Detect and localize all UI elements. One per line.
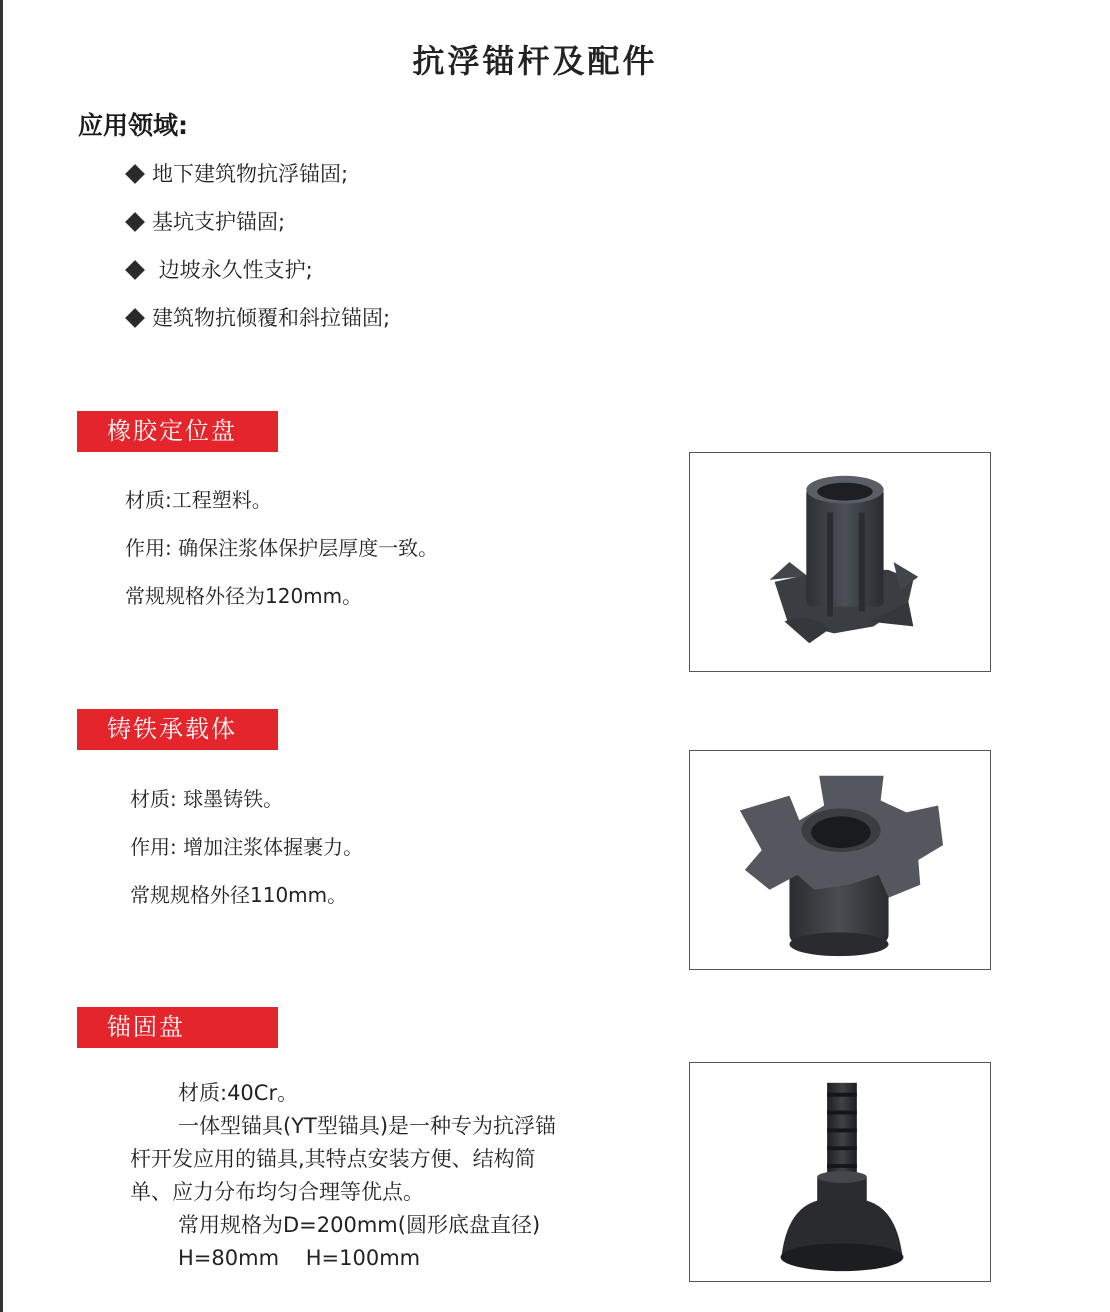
cast-iron-bearing-body-photo xyxy=(689,750,991,970)
application-item-text: 地下建筑物抗浮锚固; xyxy=(152,162,349,186)
anchor-disc-photo xyxy=(689,1062,991,1282)
diamond-bullet-icon xyxy=(125,212,145,232)
application-item xyxy=(125,204,390,252)
section-tag-cast-iron-bearing-body: 铸铁承载体 xyxy=(77,709,278,750)
application-item-text: 边坡永久性支护; xyxy=(152,258,313,282)
page-left-border xyxy=(0,0,3,1312)
rubber-positioning-disc-photo xyxy=(689,452,991,672)
cast-iron-spec: 常规规格外径110mm。 xyxy=(130,883,348,907)
section-tag-anchor-disc: 锚固盘 xyxy=(77,1007,278,1048)
diamond-bullet-icon xyxy=(125,260,145,280)
anchor-disc-material: 材质:40Cr。 xyxy=(178,1081,299,1105)
diamond-bullet-icon xyxy=(125,308,145,328)
applications-heading: 应用领域: xyxy=(78,111,188,140)
anchor-disc-spec: 常用规格为D=200mm(圆形底盘直径) xyxy=(178,1213,541,1237)
application-item xyxy=(125,252,390,300)
application-item-text: 基坑支护锚固; xyxy=(152,210,286,234)
anchor-disc-desc-line: 单、应力分布均匀合理等优点。 xyxy=(130,1180,424,1204)
anchor-disc-desc-line: 一体型锚具(YT型锚具)是一种专为抗浮锚 xyxy=(178,1114,557,1138)
section-tag-rubber-positioning-disc: 橡胶定位盘 xyxy=(77,411,278,452)
page-title: 抗浮锚杆及配件 xyxy=(412,42,658,80)
cast-iron-material: 材质: 球墨铸铁。 xyxy=(130,787,284,811)
anchor-disc-description xyxy=(130,1077,610,1275)
rubber-positioning-disc-image xyxy=(690,453,990,671)
applications-list xyxy=(125,156,390,348)
anchor-disc-image xyxy=(690,1063,990,1281)
application-item xyxy=(125,300,390,348)
cast-iron-bearing-body-image xyxy=(690,751,990,969)
anchor-disc-heights: H=80mm H=100mm xyxy=(178,1246,421,1270)
diamond-bullet-icon xyxy=(125,164,145,184)
rubber-disc-material: 材质:工程塑料。 xyxy=(125,488,272,512)
rubber-disc-function: 作用: 确保注浆体保护层厚度一致。 xyxy=(125,536,439,560)
rubber-disc-spec: 常规规格外径为120mm。 xyxy=(125,584,363,608)
application-item xyxy=(125,156,390,204)
application-item-text: 建筑物抗倾覆和斜拉锚固; xyxy=(152,306,391,330)
cast-iron-function: 作用: 增加注浆体握裹力。 xyxy=(130,835,364,859)
anchor-disc-desc-line: 杆开发应用的锚具,其特点安装方便、结构简 xyxy=(130,1147,536,1171)
